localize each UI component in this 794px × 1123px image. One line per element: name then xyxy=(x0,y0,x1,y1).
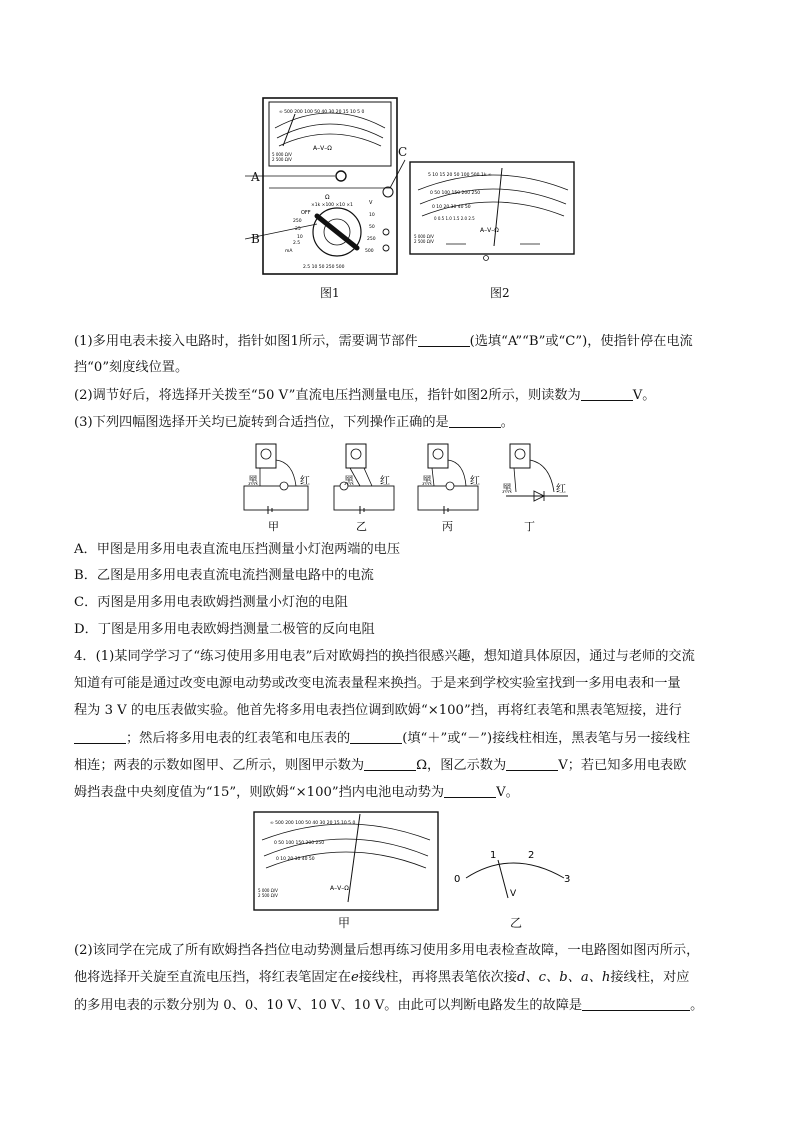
q4-line1: 4．(1)某同学学习了“练习使用多用电表”后对欧姆挡的换挡很感兴趣，想知道具体原因，通过与老师的交流 xyxy=(74,649,695,664)
q4-line5-text-a: 相连；两表的示数如图甲、乙所示，则图甲示数为 xyxy=(74,758,365,773)
q4-part2-terminal-e: e xyxy=(350,970,359,985)
part-a-screw xyxy=(336,171,346,181)
fig1-left-val-1: 25 xyxy=(295,227,301,232)
fig1-left-val-3: 10 xyxy=(297,235,303,240)
label-b: B xyxy=(251,232,260,246)
q4-part2-line3 xyxy=(74,996,703,1015)
circuit-jia-red: 红 xyxy=(300,476,310,487)
q4-line3: 程为 3 V 的电压表做实验。他首先将多用电表挡位调到欧姆“×100”挡，再将红表笔和黑表笔短接，进行 xyxy=(74,703,682,718)
circuit-ding-black: 黑 xyxy=(502,484,512,495)
q-part3-text-a: (3)下列四幅图选择开关均已旋转到合适挡位，下列操作正确的是 xyxy=(74,415,449,430)
answer-blank-q4-5[interactable] xyxy=(444,783,496,798)
jack-plus xyxy=(383,229,389,235)
q4-line5-text-c: V；若已知多用电表欧 xyxy=(558,758,687,773)
q4-line4-text-c: (填“＋”或“－”)接线柱相连，黑表笔与另一接线柱 xyxy=(402,731,691,746)
circuit-ding-red: 红 xyxy=(556,484,566,495)
q-part2-text-a: (2)调节好后，将选择开关拨至“50 V”直流电压挡测量电压，指针如图2所示，则读数为 xyxy=(74,388,581,403)
voltmeter-pointer xyxy=(498,860,508,898)
circuit-bing-black: 黑 xyxy=(422,476,432,487)
fig1-spec-2: 2 500 Ω/V xyxy=(272,157,292,162)
circuit-jia-caption: 甲 xyxy=(268,520,279,533)
q4-part2-terminals: d、c、b、a、h xyxy=(517,970,611,985)
q4-part2-text-e: 。 xyxy=(690,998,704,1013)
switch-knob xyxy=(317,216,357,248)
circuit-diagrams xyxy=(238,440,578,535)
circuit-yi-red: 红 xyxy=(380,476,390,487)
fig2-pointer xyxy=(494,168,502,246)
q4-jia-dial-text: A–V–Ω xyxy=(330,885,349,892)
jack-minus xyxy=(383,245,389,251)
part-c-knob xyxy=(383,187,393,197)
figure-2-dial xyxy=(408,160,578,264)
fig1-caption: 图1 xyxy=(320,286,340,300)
answer-blank-q4-1[interactable] xyxy=(74,729,126,744)
answer-blank-q4-6[interactable] xyxy=(582,996,690,1011)
fig1-left-val-0: 250 xyxy=(293,219,302,224)
q4-line4-text-b: ；然后将多用电表的红表笔和电压表的 xyxy=(126,731,351,746)
fig1-switch-ma: mA xyxy=(285,249,293,254)
fig2-scale-low: 0 10 20 30 40 50 xyxy=(432,205,471,210)
fig1-right-val-3: 500 xyxy=(365,249,374,254)
q4-jia-pointer xyxy=(348,814,360,902)
q4-line6-text-b: V。 xyxy=(496,785,519,800)
fig1-right-val-2: 250 xyxy=(367,237,376,242)
option-c[interactable]: C．丙图是用多用电表欧姆挡测量小灯泡的电阻 xyxy=(74,595,348,610)
answer-blank-q4-4[interactable] xyxy=(506,756,558,771)
q-part3-line xyxy=(74,413,514,432)
label-c: C xyxy=(398,145,408,159)
q-part1-text-b: (选填“A”“B”或“C”)，使指针停在电流 xyxy=(469,334,693,349)
fig2-caption: 图2 xyxy=(490,286,510,300)
fig1-scale-top: ∞ 500 200 100 50 40 30 20 15 10 5 0 xyxy=(279,110,365,115)
q-part1-line2: 挡“0”刻度线位置。 xyxy=(74,360,189,375)
q-part1-text-a: (1)多用电表未接入电路时，指针如图1所示，需要调节部件 xyxy=(74,334,418,349)
circuit-jia-black: 黑 xyxy=(248,476,258,487)
q4-line5 xyxy=(74,756,686,775)
q4-part2-line1: (2)该同学在完成了所有欧姆挡各挡位电动势测量后想再练习使用多用电表检查故障，一电路图如图丙所示， xyxy=(74,943,700,958)
q4-part2-text-c: 接线柱，对应 xyxy=(610,970,690,985)
label-a: A xyxy=(251,170,260,184)
q4-line6 xyxy=(74,783,519,802)
fig2-dial-text: A–V–Ω xyxy=(480,227,499,234)
q4-jia-spec-2: 2 500 Ω/V xyxy=(258,893,278,898)
voltmeter-tick-0: 0 xyxy=(454,874,461,885)
answer-blank-2[interactable] xyxy=(581,386,633,401)
circuit-yi-caption: 乙 xyxy=(356,520,367,533)
voltmeter-tick-3: 3 xyxy=(564,874,571,885)
q4-part2-text-d: 的多用电表的示数分别为 0、0、10 V、10 V、10 V。由此可以判断电路发生的故障是 xyxy=(74,998,583,1013)
circuit-bing-caption: 丙 xyxy=(442,520,453,533)
q4-jia-scale-low: 0 10 20 30 40 50 xyxy=(276,857,315,862)
fig1-switch-v: V xyxy=(369,200,373,206)
q4-line5-text-b: Ω，图乙示数为 xyxy=(416,758,507,773)
figure-1-multimeter xyxy=(245,92,415,282)
option-a[interactable]: A．甲图是用多用电表直流电压挡测量小灯泡两端的电压 xyxy=(74,542,401,557)
fig2-scale-top: 5 10 15 20 50 100 500 1k ∞ xyxy=(428,173,492,178)
fig1-switch-off: OFF xyxy=(301,210,311,216)
q4-jia-scale-mid: 0 50 100 150 200 250 xyxy=(274,841,325,846)
circuit-ding-caption: 丁 xyxy=(524,520,535,533)
q4-part2-line2 xyxy=(74,969,690,987)
fig2-spec-2: 2 500 Ω/V xyxy=(414,239,434,244)
option-d[interactable]: D．丁图是用多用电表欧姆挡测量二极管的反向电阻 xyxy=(74,622,375,637)
voltmeter-tick-1: 1 xyxy=(490,850,497,861)
answer-blank-q4-3[interactable] xyxy=(364,756,416,771)
q4-caption-jia: 甲 xyxy=(338,916,351,930)
q4-figure-yi-voltmeter xyxy=(452,846,578,904)
fig1-switch-mult: ×1k ×100 ×10 ×1 xyxy=(311,203,354,208)
q-part2-text-b: V。 xyxy=(632,388,656,403)
answer-blank-3[interactable] xyxy=(449,413,501,428)
fig2-spec-1: 5 000 Ω/V xyxy=(414,234,434,239)
q-part3-text-b: 。 xyxy=(500,415,514,430)
fig1-right-val-0: 10 xyxy=(369,213,375,218)
q4-line6-text-a: 姆挡表盘中央刻度值为“15”，则欧姆“×100”挡内电池电动势为 xyxy=(74,785,445,800)
q4-figure-jia-dial xyxy=(252,810,440,914)
fig1-right-val-1: 50 xyxy=(369,225,375,230)
circuit-yi-black: 黑 xyxy=(344,476,354,487)
fig1-bottom-vals: 2.5 10 50 250 500 xyxy=(303,265,345,270)
q-part2-line xyxy=(74,386,655,405)
fig2-scale-mid: 0 50 100 150 200 250 xyxy=(430,191,481,196)
answer-blank-1[interactable] xyxy=(418,332,470,347)
option-b[interactable]: B．乙图是用多用电表直流电流挡测量电路中的电流 xyxy=(74,568,374,583)
fig2-scale-ac: 0 0.5 1.0 1.5 2.0 2.5 xyxy=(434,216,475,221)
fig1-left-val-2: 2.5 xyxy=(293,241,301,246)
q4-jia-spec-1: 5 000 Ω/V xyxy=(258,888,278,893)
q4-line4 xyxy=(74,729,690,748)
fig1-dial-text: A–V–Ω xyxy=(313,145,332,152)
voltmeter-tick-2: 2 xyxy=(528,850,535,861)
q-part1-line1 xyxy=(74,332,693,351)
q4-jia-scale-top: ∞ 500 200 100 50 40 30 20 15 10 5 0 xyxy=(270,821,356,826)
fig1-switch-ohm: Ω xyxy=(325,194,330,201)
circuit-bing-red: 红 xyxy=(470,476,480,487)
voltmeter-unit: V xyxy=(510,889,517,899)
q4-part2-text-b: 接线柱，再将黑表笔依次接 xyxy=(358,970,517,985)
q4-line2: 知道有可能是通过改变电源电动势或改变电流表量程来换挡。于是来到学校实验室找到一多用电表和一量 xyxy=(74,676,681,691)
q4-part2-text-a: 他将选择开关旋至直流电压挡，将红表笔固定在 xyxy=(74,970,351,985)
fig1-spec-1: 5 000 Ω/V xyxy=(272,152,292,157)
answer-blank-q4-2[interactable] xyxy=(350,729,402,744)
q4-caption-yi: 乙 xyxy=(510,916,523,930)
fig1-pointer xyxy=(283,114,295,146)
